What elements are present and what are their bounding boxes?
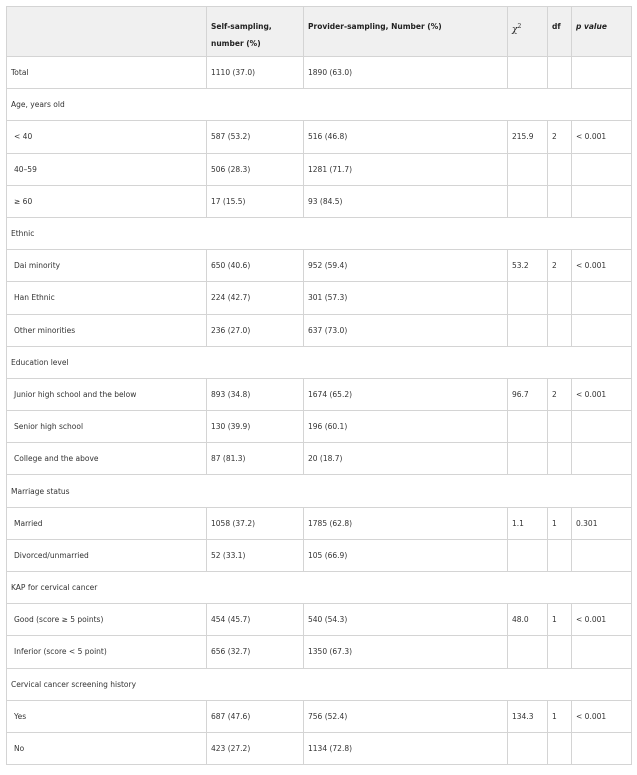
self-sampling-cell: 687 (47.6)	[207, 700, 304, 732]
df-cell: 1	[548, 700, 572, 732]
chi-square-cell	[508, 539, 548, 571]
row-label: Senior high school	[7, 411, 207, 443]
row-label: Good (score ≥ 5 points)	[7, 604, 207, 636]
self-sampling-cell: 87 (81.3)	[207, 443, 304, 475]
provider-sampling-cell: 1785 (62.8)	[304, 507, 508, 539]
df-cell	[548, 411, 572, 443]
chi-square-cell: 134.3	[508, 700, 548, 732]
chi-square-cell: 96.7	[508, 378, 548, 410]
p-value-cell: < 0.001	[572, 378, 632, 410]
self-sampling-cell: 17 (15.5)	[207, 185, 304, 217]
self-sampling-cell: 506 (28.3)	[207, 153, 304, 185]
df-cell	[548, 443, 572, 475]
provider-sampling-cell: 637 (73.0)	[304, 314, 508, 346]
provider-sampling-cell: 952 (59.4)	[304, 250, 508, 282]
df-cell	[548, 282, 572, 314]
row-label: No	[7, 732, 207, 764]
chi-square-cell	[508, 153, 548, 185]
self-sampling-cell: 454 (45.7)	[207, 604, 304, 636]
df-cell	[548, 185, 572, 217]
row-label: 40–59	[7, 153, 207, 185]
table-row	[7, 121, 632, 153]
chi-square-cell: 1.1	[508, 507, 548, 539]
chi-square-cell	[508, 57, 548, 89]
data-table	[6, 6, 632, 765]
table-row	[7, 250, 632, 282]
table-row	[7, 57, 632, 89]
df-cell: 2	[548, 121, 572, 153]
category-row	[7, 475, 632, 507]
row-label: Inferior (score < 5 point)	[7, 636, 207, 668]
self-sampling-cell: 893 (34.8)	[207, 378, 304, 410]
row-label: Dai minority	[7, 250, 207, 282]
header-df: df	[548, 7, 572, 57]
category-row	[7, 89, 632, 121]
df-cell	[548, 314, 572, 346]
table-row	[7, 700, 632, 732]
p-value-cell	[572, 153, 632, 185]
p-value-cell	[572, 636, 632, 668]
self-sampling-cell: 52 (33.1)	[207, 539, 304, 571]
table-row	[7, 732, 632, 764]
provider-sampling-cell: 1134 (72.8)	[304, 732, 508, 764]
p-value-cell	[572, 443, 632, 475]
category-label: Ethnic	[7, 217, 632, 249]
row-label: Junior high school and the below	[7, 378, 207, 410]
p-value-cell	[572, 732, 632, 764]
table-body	[7, 57, 632, 765]
table-row	[7, 153, 632, 185]
row-label: ≥ 60	[7, 185, 207, 217]
chi-square-cell	[508, 732, 548, 764]
df-cell	[548, 636, 572, 668]
category-row	[7, 572, 632, 604]
row-label: Yes	[7, 700, 207, 732]
table-row	[7, 539, 632, 571]
chi-symbol: χ	[512, 25, 518, 35]
p-value-cell	[572, 539, 632, 571]
df-cell	[548, 732, 572, 764]
provider-sampling-cell: 105 (66.9)	[304, 539, 508, 571]
table-row	[7, 185, 632, 217]
table-row	[7, 411, 632, 443]
row-label: Divorced/unmarried	[7, 539, 207, 571]
table-row	[7, 443, 632, 475]
row-label: < 40	[7, 121, 207, 153]
df-cell	[548, 539, 572, 571]
header-empty	[7, 7, 207, 57]
category-row	[7, 346, 632, 378]
df-cell: 2	[548, 250, 572, 282]
p-value-cell: < 0.001	[572, 604, 632, 636]
category-label: Age, years old	[7, 89, 632, 121]
self-sampling-cell: 130 (39.9)	[207, 411, 304, 443]
provider-sampling-cell: 1674 (65.2)	[304, 378, 508, 410]
table-row	[7, 636, 632, 668]
chi-square-cell	[508, 636, 548, 668]
provider-sampling-cell: 301 (57.3)	[304, 282, 508, 314]
p-value-cell: < 0.001	[572, 121, 632, 153]
table-row	[7, 378, 632, 410]
self-sampling-cell: 650 (40.6)	[207, 250, 304, 282]
chi-square-cell: 53.2	[508, 250, 548, 282]
category-row	[7, 668, 632, 700]
df-cell: 2	[548, 378, 572, 410]
provider-sampling-cell: 540 (54.3)	[304, 604, 508, 636]
category-label: Education level	[7, 346, 632, 378]
chi-square-cell	[508, 443, 548, 475]
table-row	[7, 282, 632, 314]
table-row	[7, 507, 632, 539]
provider-sampling-cell: 756 (52.4)	[304, 700, 508, 732]
p-value-cell	[572, 185, 632, 217]
p-value-cell	[572, 282, 632, 314]
self-sampling-cell: 1058 (37.2)	[207, 507, 304, 539]
provider-sampling-cell: 1350 (67.3)	[304, 636, 508, 668]
category-label: Cervical cancer screening history	[7, 668, 632, 700]
provider-sampling-cell: 20 (18.7)	[304, 443, 508, 475]
df-cell: 1	[548, 507, 572, 539]
category-label: Marriage status	[7, 475, 632, 507]
chi-square-cell: 48.0	[508, 604, 548, 636]
p-value-cell: < 0.001	[572, 250, 632, 282]
df-cell	[548, 153, 572, 185]
header-provider-sampling: Provider-sampling, Number (%)	[304, 7, 508, 57]
header-self-sampling: Self-sampling, number (%)	[207, 7, 304, 57]
table-row	[7, 604, 632, 636]
provider-sampling-cell: 1281 (71.7)	[304, 153, 508, 185]
provider-sampling-cell: 93 (84.5)	[304, 185, 508, 217]
chi-square-cell	[508, 282, 548, 314]
table-header-row	[7, 7, 632, 57]
self-sampling-cell: 587 (53.2)	[207, 121, 304, 153]
p-value-cell	[572, 314, 632, 346]
p-value-cell: 0.301	[572, 507, 632, 539]
self-sampling-cell: 1110 (37.0)	[207, 57, 304, 89]
category-row	[7, 217, 632, 249]
row-label: Married	[7, 507, 207, 539]
self-sampling-cell: 236 (27.0)	[207, 314, 304, 346]
self-sampling-cell: 423 (27.2)	[207, 732, 304, 764]
category-label: KAP for cervical cancer	[7, 572, 632, 604]
p-value-cell	[572, 57, 632, 89]
row-label: College and the above	[7, 443, 207, 475]
header-p-value: p value	[572, 7, 632, 57]
table-row	[7, 314, 632, 346]
p-value-cell: < 0.001	[572, 700, 632, 732]
self-sampling-cell: 224 (42.7)	[207, 282, 304, 314]
chi-superscript: 2	[517, 23, 522, 30]
chi-square-cell	[508, 185, 548, 217]
header-chi-square	[508, 7, 548, 57]
row-label: Total	[7, 57, 207, 89]
df-cell: 1	[548, 604, 572, 636]
p-value-cell	[572, 411, 632, 443]
row-label: Other minorities	[7, 314, 207, 346]
df-cell	[548, 57, 572, 89]
self-sampling-cell: 656 (32.7)	[207, 636, 304, 668]
provider-sampling-cell: 196 (60.1)	[304, 411, 508, 443]
provider-sampling-cell: 1890 (63.0)	[304, 57, 508, 89]
row-label: Han Ethnic	[7, 282, 207, 314]
chi-square-cell: 215.9	[508, 121, 548, 153]
chi-square-cell	[508, 314, 548, 346]
chi-square-cell	[508, 411, 548, 443]
provider-sampling-cell: 516 (46.8)	[304, 121, 508, 153]
